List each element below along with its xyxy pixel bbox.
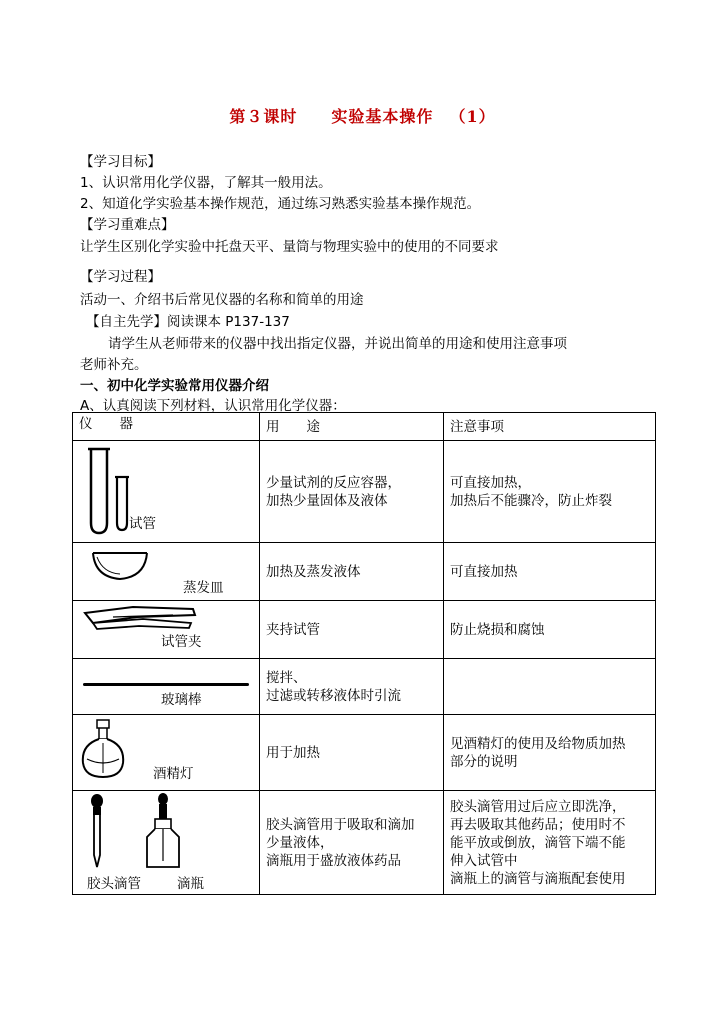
instrument-cell — [73, 543, 260, 601]
table-row — [73, 659, 656, 715]
note-cell: 见酒精灯的使用及给物质加热 部分的说明 — [444, 715, 656, 791]
instrument-name: 滴瓶 — [177, 876, 204, 892]
use-cell: 胶头滴管用于吸取和滴加 少量液体， 滴瓶用于盛放液体药品 — [260, 791, 444, 895]
table-row — [73, 601, 656, 659]
title-number: （1） — [449, 107, 496, 126]
instrument-table — [72, 412, 656, 895]
use-cell: 用于加热 — [260, 715, 444, 791]
instrument-name: 酒精灯 — [153, 766, 194, 782]
activity-1: 活动一、介绍书后常见仪器的名称和简单的用途 — [80, 292, 364, 308]
process-heading: 【学习过程】 — [80, 269, 161, 285]
instrument-name: 玻璃棒 — [161, 692, 202, 708]
page-title — [0, 104, 725, 127]
goal-1: 1、认识常用化学仪器，了解其一般用法。 — [80, 175, 332, 191]
difficulty-heading: 【学习重难点】 — [80, 217, 175, 233]
note-cell: 胶头滴管用过后应立即洗净， 再去吸取其他药品；使用时不 能平放或倒放，滴管下端不能 伸入试管中 滴瓶上的滴管与滴瓶配套使用 — [444, 791, 656, 895]
instruction: 请学生从老师带来的仪器中找出指定仪器，并说出简单的用途和使用注意事项 — [108, 336, 567, 352]
evaporating-dish-icon — [73, 543, 153, 593]
instrument-name: 试管 — [129, 516, 156, 532]
instrument-name: 蒸发皿 — [183, 580, 224, 596]
glass-rod-icon — [73, 659, 260, 689]
table-row — [73, 543, 656, 601]
test-tube-holder-icon — [73, 601, 203, 637]
header-notes: 注意事项 — [444, 413, 656, 441]
instrument-name: 试管夹 — [161, 634, 202, 650]
instrument-cell — [73, 791, 260, 895]
note-cell — [444, 659, 656, 715]
difficulty-text: 让学生区别化学实验中托盘天平、量筒与物理实验中的使用的不同要求 — [80, 239, 499, 255]
instrument-cell — [73, 715, 260, 791]
title-lesson: 第３课时 — [229, 107, 298, 126]
table-row — [73, 441, 656, 543]
note-cell: 可直接加热， 加热后不能骤冷，防止炸裂 — [444, 441, 656, 543]
teacher-note: 老师补充。 — [80, 357, 148, 373]
instrument-cell — [73, 601, 260, 659]
header-use: 用 途 — [260, 413, 444, 441]
header-instrument: 仪 器 — [73, 413, 260, 441]
dropper-icon — [79, 793, 119, 871]
use-cell: 搅拌、 过滤或转移液体时引流 — [260, 659, 444, 715]
goals-heading: 【学习目标】 — [80, 154, 161, 170]
note-cell: 可直接加热 — [444, 543, 656, 601]
instrument-cell — [73, 659, 260, 715]
table-row — [73, 715, 656, 791]
part-heading: 一、初中化学实验常用仪器介绍 — [80, 378, 269, 394]
goal-2: 2、知道化学实验基本操作规范，通过练习熟悉实验基本操作规范。 — [80, 196, 481, 212]
use-cell: 加热及蒸发液体 — [260, 543, 444, 601]
table-row — [73, 791, 656, 895]
use-cell: 夹持试管 — [260, 601, 444, 659]
part-a: A、认真阅读下列材料，认识常用化学仪器： — [80, 398, 346, 414]
use-cell: 少量试剂的反应容器， 加热少量固体及液体 — [260, 441, 444, 543]
alcohol-lamp-icon — [73, 715, 143, 787]
title-topic: 实验基本操作 — [331, 107, 434, 126]
self-study: 【自主先学】阅读课本 P137-137 — [86, 314, 290, 330]
note-cell: 防止烧损和腐蚀 — [444, 601, 656, 659]
instrument-cell — [73, 441, 260, 543]
instrument-name: 胶头滴管 — [87, 876, 141, 892]
dropping-bottle-icon — [139, 791, 189, 871]
table-header-row — [73, 413, 656, 441]
